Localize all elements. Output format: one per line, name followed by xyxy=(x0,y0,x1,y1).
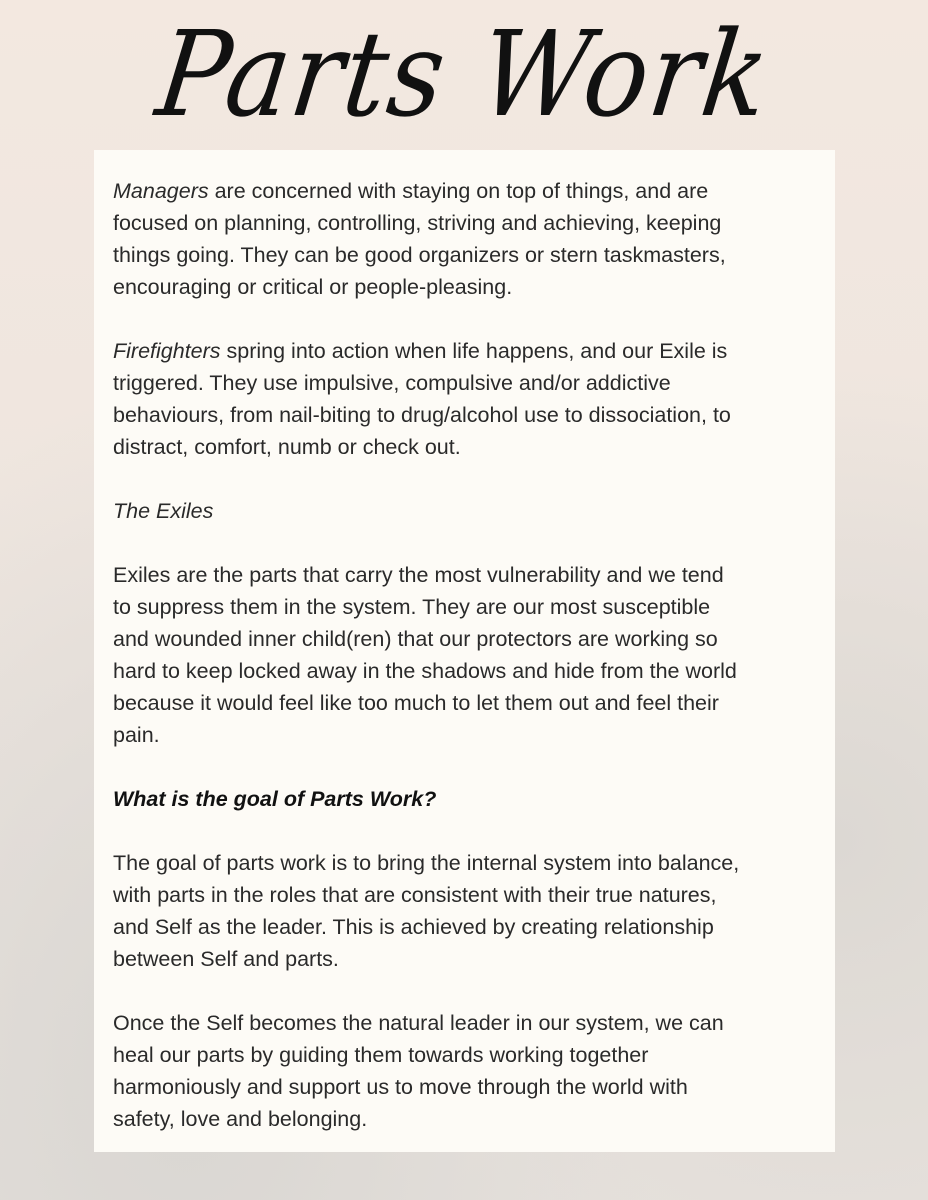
goal-heading: What is the goal of Parts Work? xyxy=(113,787,437,811)
firefighters-paragraph: Firefighters spring into action when life happens, and our Exile is triggered. They use impulsive, compulsive and/or addictive behaviours, from nail-biting to drug/alcohol use to dissociation, to distract, comfort, numb or check out. xyxy=(113,339,731,459)
managers-term: Managers xyxy=(113,179,209,203)
managers-paragraph: Managers are concerned with staying on top of things, and are focused on planning, controlling, striving and achieving, keeping things going. They can be good organizers or stern taskmasters, encouraging or critical or people-pleasing. xyxy=(113,179,726,299)
content xyxy=(113,175,823,1167)
text-panel xyxy=(94,150,835,1152)
self-leader-paragraph: Once the Self becomes the natural leader in our system, we can heal our parts by guiding them towards working together harmoniously and support us to move through the world with safety, love and belonging. xyxy=(113,1011,724,1131)
exiles-paragraph: Exiles are the parts that carry the most vulnerability and we tend to suppress them in the system. They are our most susceptible and wounded inner child(ren) that our protectors are working so hard to keep locked away in the shadows and hide from the world because it would feel like too much to let them out and feel their pain. xyxy=(113,563,737,747)
firefighters-term: Firefighters xyxy=(113,339,221,363)
page-title: Parts Work xyxy=(149,5,779,143)
goal-paragraph: The goal of parts work is to bring the internal system into balance, with parts in the roles that are consistent with their true natures, and Self as the leader. This is achieved by creating relationship between Self and parts. xyxy=(113,851,740,971)
exiles-heading: The Exiles xyxy=(113,499,214,523)
